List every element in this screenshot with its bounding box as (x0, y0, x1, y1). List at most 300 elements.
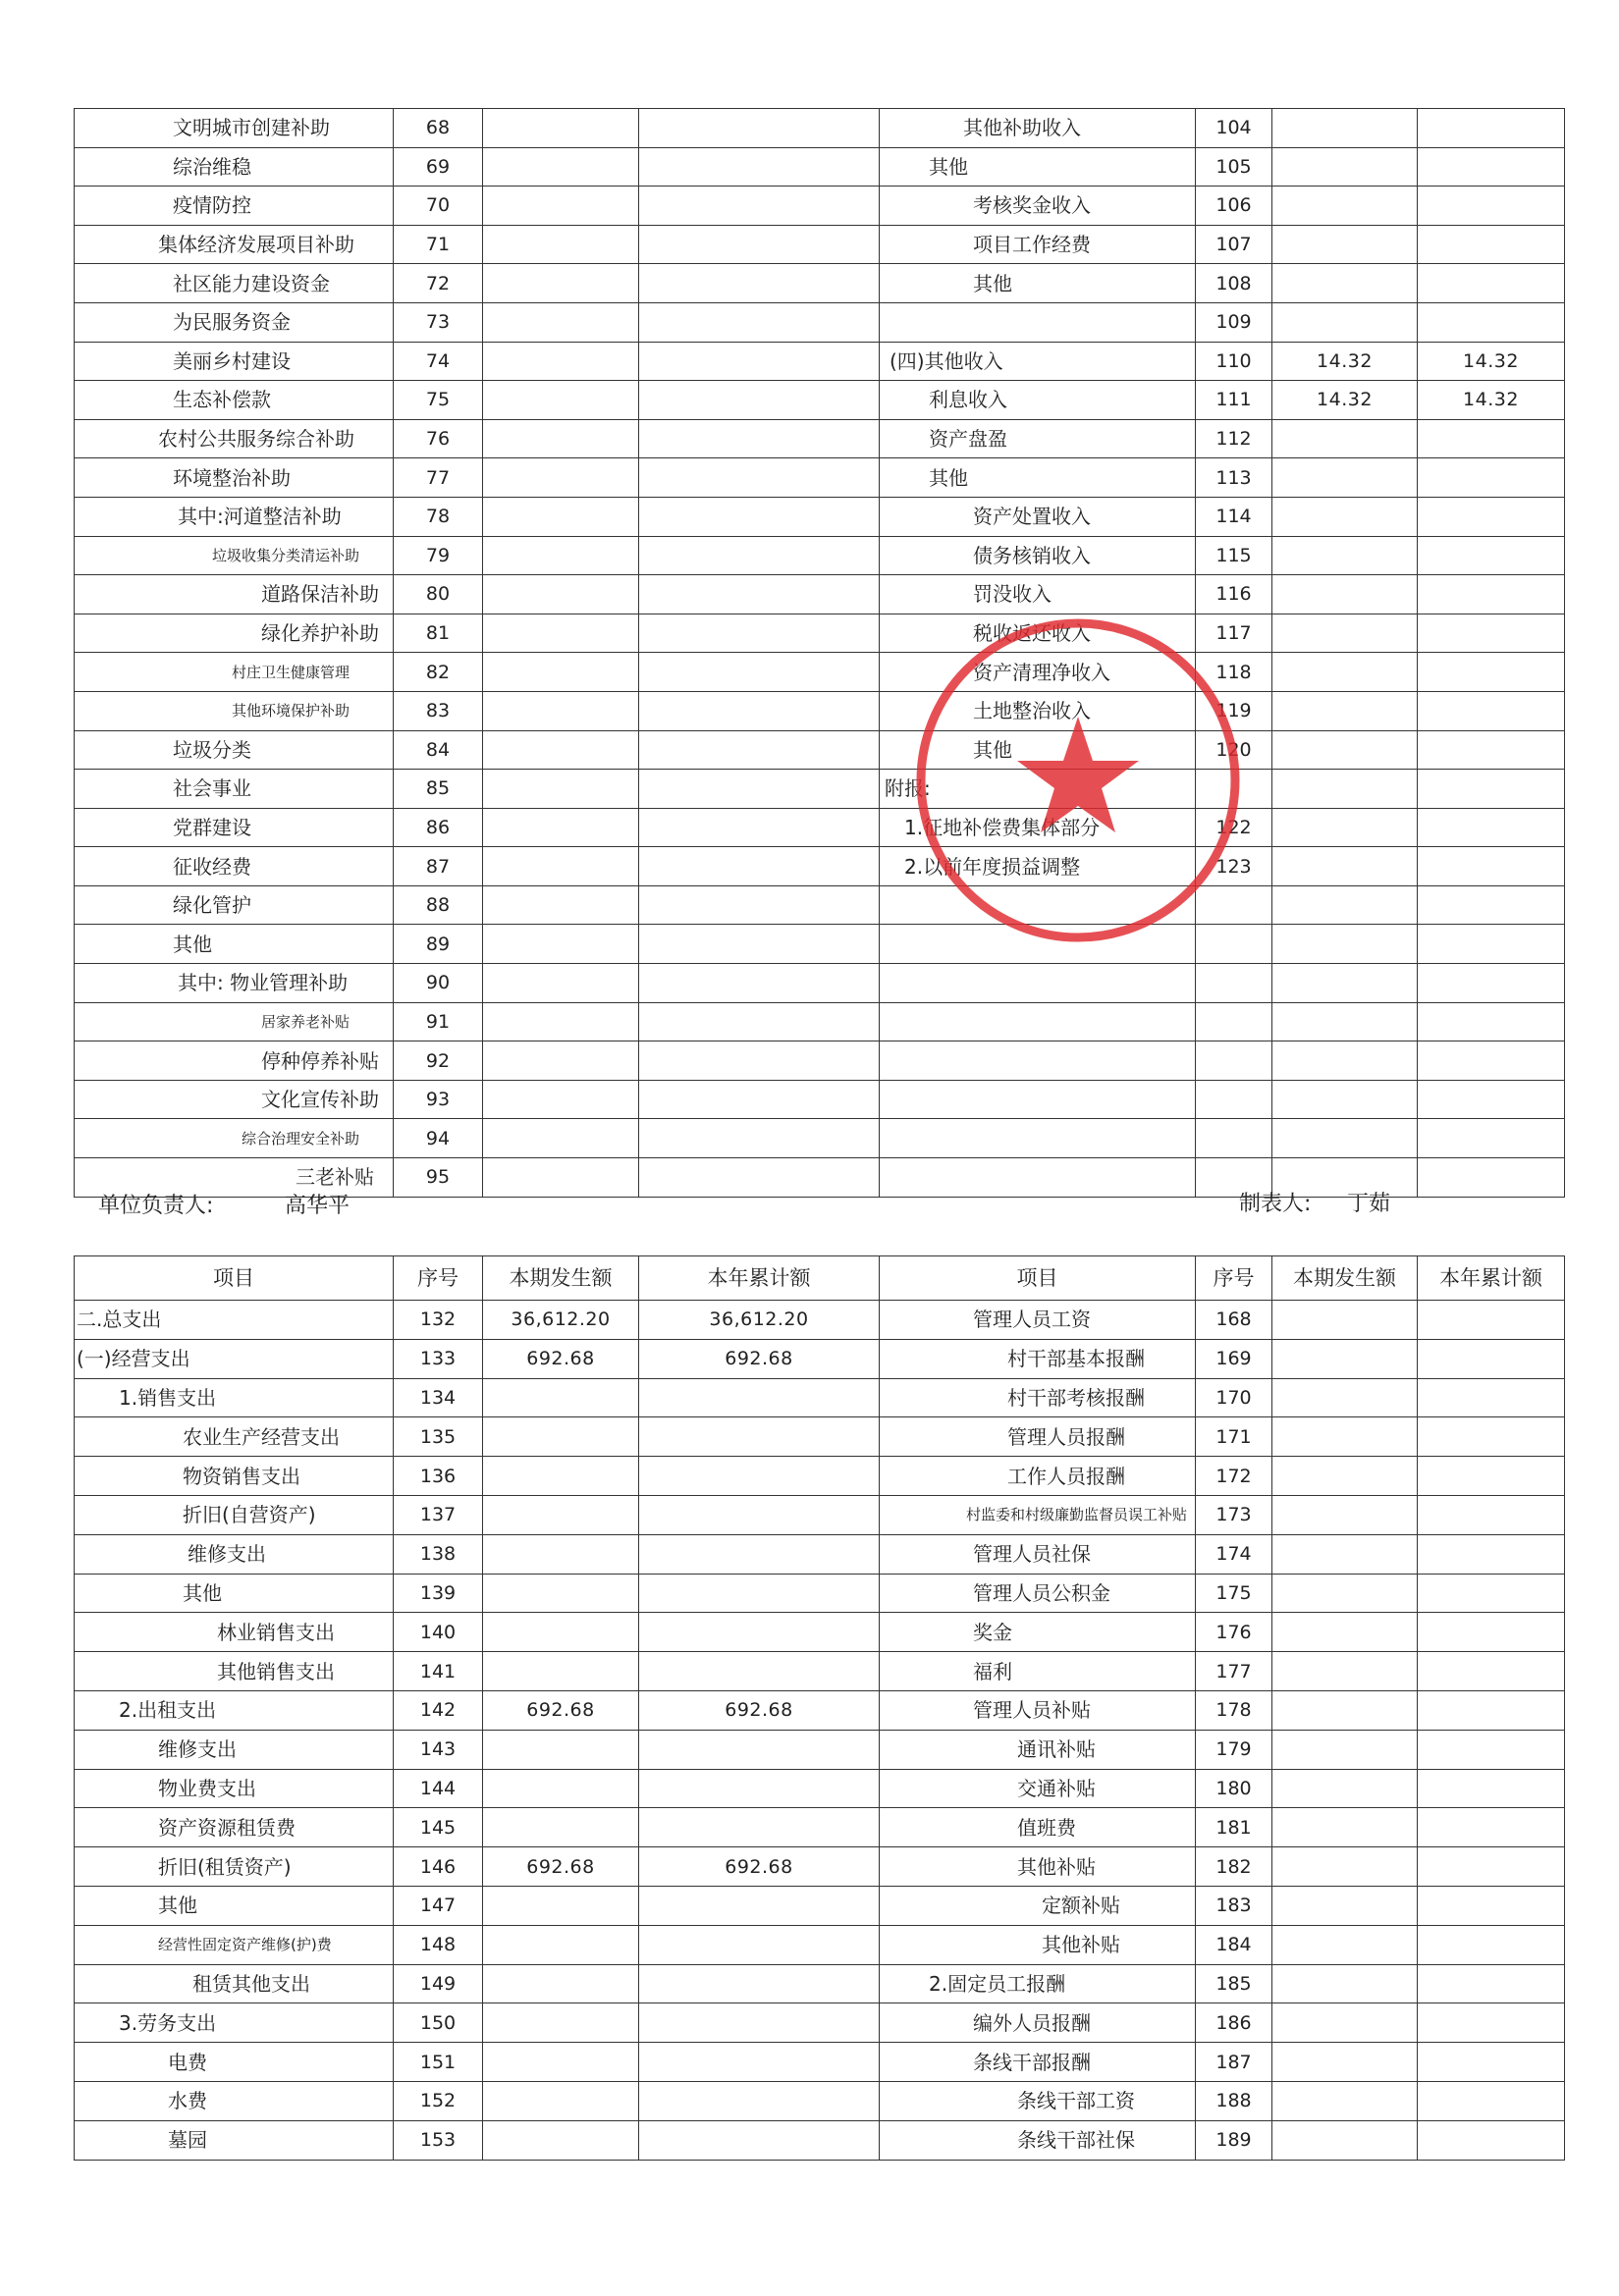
item-label: 水费 (75, 2081, 394, 2120)
table-row (75, 1613, 1565, 1652)
current-amount (1272, 575, 1418, 614)
item-label: 物业费支出 (75, 1769, 394, 1808)
current-amount (1272, 225, 1418, 264)
seq-number: 68 (394, 109, 483, 148)
table-row (75, 1041, 1565, 1081)
table-row (75, 2120, 1565, 2160)
item-label: 居家养老补贴 (75, 1002, 394, 1041)
ytd-amount (1418, 225, 1565, 264)
current-amount (1272, 770, 1418, 809)
current-amount (1272, 1041, 1418, 1081)
current-amount (483, 1925, 639, 1964)
item-label: 折旧(租赁资产) (75, 1847, 394, 1887)
table-row (75, 1339, 1565, 1378)
ytd-amount (639, 2081, 880, 2120)
table-row (75, 1574, 1565, 1613)
item-label: 考核奖金收入 (880, 187, 1196, 226)
preparer-name: 丁茹 (1347, 1192, 1391, 1216)
item-label: 管理人员社保 (880, 1534, 1196, 1574)
current-amount (483, 1769, 639, 1808)
seq-number: 123 (1196, 847, 1272, 886)
current-amount (1272, 1808, 1418, 1847)
unit-leader-label: 单位负责人: (98, 1194, 214, 1218)
ytd-amount (639, 1964, 880, 2003)
current-amount (483, 2081, 639, 2120)
ytd-amount (1418, 1534, 1565, 1574)
ytd-amount (639, 614, 880, 653)
ytd-amount (1418, 1158, 1565, 1198)
ytd-amount (639, 770, 880, 809)
item-label: 租赁其他支出 (75, 1964, 394, 2003)
current-amount (1272, 147, 1418, 187)
item-label: 环境整治补助 (75, 458, 394, 498)
table-row (75, 770, 1565, 809)
current-amount (1272, 187, 1418, 226)
table-row (75, 302, 1565, 342)
seq-number: 187 (1196, 2043, 1272, 2082)
table-row (75, 1808, 1565, 1847)
ytd-amount (639, 536, 880, 575)
current-amount (1272, 1613, 1418, 1652)
preparer-label: 制表人: (1239, 1192, 1312, 1216)
seq-number: 91 (394, 1002, 483, 1041)
item-label: 奖金 (880, 1613, 1196, 1652)
current-amount (1272, 1457, 1418, 1496)
seq-number: 78 (394, 497, 483, 536)
ytd-amount (1418, 302, 1565, 342)
ytd-amount (639, 1886, 880, 1925)
ytd-amount (639, 885, 880, 925)
current-amount (1272, 808, 1418, 847)
ytd-amount (639, 2003, 880, 2043)
column-header: 本期发生额 (483, 1256, 639, 1301)
ytd-amount (1418, 187, 1565, 226)
item-label: 其他 (75, 1574, 394, 1613)
table-row (75, 264, 1565, 303)
ytd-amount (639, 847, 880, 886)
item-label: 集体经济发展项目补助 (75, 225, 394, 264)
current-amount: 14.32 (1272, 381, 1418, 420)
table-row (75, 925, 1565, 964)
item-label: 为民服务资金 (75, 302, 394, 342)
item-label: 通讯补贴 (880, 1730, 1196, 1769)
current-amount (483, 419, 639, 458)
table-row (75, 187, 1565, 226)
table-row (75, 614, 1565, 653)
seq-number: 80 (394, 575, 483, 614)
current-amount (1272, 1495, 1418, 1534)
ytd-amount (639, 187, 880, 226)
current-amount (483, 575, 639, 614)
item-label: 其他 (880, 264, 1196, 303)
ytd-amount (1418, 691, 1565, 730)
seq-number: 108 (1196, 264, 1272, 303)
ytd-amount (639, 109, 880, 148)
current-amount: 692.68 (483, 1339, 639, 1378)
seq-number: 145 (394, 1808, 483, 1847)
item-label: 项目工作经费 (880, 225, 1196, 264)
seq-number: 120 (1196, 730, 1272, 770)
item-label: 资产清理净收入 (880, 653, 1196, 692)
current-amount (483, 264, 639, 303)
ytd-amount (639, 1730, 880, 1769)
seq-number: 151 (394, 2043, 483, 2082)
item-label (880, 964, 1196, 1003)
seq-number: 88 (394, 885, 483, 925)
item-label (880, 1158, 1196, 1198)
item-label: 罚没收入 (880, 575, 1196, 614)
seq-number: 179 (1196, 1730, 1272, 1769)
ytd-amount (639, 1158, 880, 1198)
ytd-amount: 692.68 (639, 1847, 880, 1887)
seq-number: 185 (1196, 1964, 1272, 2003)
seq-number: 89 (394, 925, 483, 964)
current-amount (1272, 536, 1418, 575)
item-label: 其他 (880, 458, 1196, 498)
current-amount (483, 1574, 639, 1613)
item-label: 林业销售支出 (75, 1613, 394, 1652)
item-label: 综合治理安全补助 (75, 1119, 394, 1158)
ytd-amount (639, 302, 880, 342)
table-row (75, 1886, 1565, 1925)
seq-number: 137 (394, 1495, 483, 1534)
item-label: 管理人员公积金 (880, 1574, 1196, 1613)
seq-number: 134 (394, 1378, 483, 1417)
seq-number: 95 (394, 1158, 483, 1198)
current-amount (483, 2003, 639, 2043)
seq-number: 90 (394, 964, 483, 1003)
seq-number: 69 (394, 147, 483, 187)
ytd-amount (1418, 808, 1565, 847)
ytd-amount (639, 1457, 880, 1496)
item-label: 二.总支出 (75, 1301, 394, 1340)
ytd-amount (639, 1417, 880, 1457)
seq-number: 75 (394, 381, 483, 420)
current-amount (483, 1534, 639, 1574)
seq-number: 71 (394, 225, 483, 264)
current-amount (1272, 419, 1418, 458)
item-label: 物资销售支出 (75, 1457, 394, 1496)
current-amount (1272, 691, 1418, 730)
table-header-row (75, 1256, 1565, 1301)
seq-number: 87 (394, 847, 483, 886)
table-row (75, 730, 1565, 770)
seq-number (1196, 1119, 1272, 1158)
current-amount (1272, 730, 1418, 770)
seq-number: 182 (1196, 1847, 1272, 1887)
current-amount (483, 1652, 639, 1691)
table-row (75, 381, 1565, 420)
current-amount (1272, 1886, 1418, 1925)
current-amount (1272, 1301, 1418, 1340)
ytd-amount: 692.68 (639, 1339, 880, 1378)
ytd-amount (639, 808, 880, 847)
ytd-amount (1418, 847, 1565, 886)
ytd-amount (1418, 1378, 1565, 1417)
table-row (75, 1534, 1565, 1574)
seq-number: 110 (1196, 342, 1272, 381)
current-amount (483, 187, 639, 226)
current-amount (1272, 1378, 1418, 1417)
seq-number: 138 (394, 1534, 483, 1574)
seq-number: 174 (1196, 1534, 1272, 1574)
current-amount (483, 614, 639, 653)
current-amount (483, 691, 639, 730)
item-label: 管理人员报酬 (880, 1417, 1196, 1457)
ytd-amount (1418, 1339, 1565, 1378)
table-row (75, 458, 1565, 498)
table-row (75, 1769, 1565, 1808)
ytd-amount (639, 1041, 880, 1081)
ytd-amount (1418, 1690, 1565, 1730)
item-label: 其他 (75, 1886, 394, 1925)
ytd-amount (639, 1495, 880, 1534)
table-row (75, 1378, 1565, 1417)
current-amount: 14.32 (1272, 342, 1418, 381)
ytd-amount: 692.68 (639, 1690, 880, 1730)
current-amount (1272, 847, 1418, 886)
item-label: (一)经营支出 (75, 1339, 394, 1378)
ytd-amount (1418, 1080, 1565, 1119)
item-label (880, 1080, 1196, 1119)
ytd-amount (1418, 1964, 1565, 2003)
table-row (75, 536, 1565, 575)
table-row (75, 225, 1565, 264)
ytd-amount (1418, 2081, 1565, 2120)
item-label: 工作人员报酬 (880, 1457, 1196, 1496)
seq-number: 146 (394, 1847, 483, 1887)
item-label: 经营性固定资产维修(护)费 (75, 1925, 394, 1964)
current-amount (1272, 1690, 1418, 1730)
current-amount (483, 730, 639, 770)
item-label: 垃圾收集分类清运补助 (75, 536, 394, 575)
item-label: 税收返还收入 (880, 614, 1196, 653)
ytd-amount (1418, 614, 1565, 653)
item-label: 管理人员补贴 (880, 1690, 1196, 1730)
item-label: 其他 (75, 925, 394, 964)
table-row (75, 1495, 1565, 1534)
ytd-amount (639, 1378, 880, 1417)
column-header: 本年累计额 (1418, 1256, 1565, 1301)
item-label: 其他补助收入 (880, 109, 1196, 148)
ytd-amount (639, 342, 880, 381)
item-label: 墓园 (75, 2120, 394, 2160)
ytd-amount (639, 653, 880, 692)
item-label: 电费 (75, 2043, 394, 2082)
current-amount: 36,612.20 (483, 1301, 639, 1340)
current-amount (1272, 1574, 1418, 1613)
ytd-amount (639, 1534, 880, 1574)
column-header: 项目 (75, 1256, 394, 1301)
item-label (880, 302, 1196, 342)
item-label: 其他 (880, 147, 1196, 187)
table-row (75, 1690, 1565, 1730)
seq-number: 184 (1196, 1925, 1272, 1964)
ytd-amount (1418, 730, 1565, 770)
ytd-amount (639, 730, 880, 770)
ytd-amount (639, 691, 880, 730)
table-row (75, 885, 1565, 925)
ytd-amount (1418, 1495, 1565, 1534)
item-label: 资产资源租赁费 (75, 1808, 394, 1847)
item-label: 疫情防控 (75, 187, 394, 226)
ytd-amount (1418, 1613, 1565, 1652)
ytd-amount (1418, 770, 1565, 809)
item-label: 社会事业 (75, 770, 394, 809)
table-row (75, 2003, 1565, 2043)
table-row (75, 1002, 1565, 1041)
current-amount (483, 1378, 639, 1417)
current-amount (1272, 1339, 1418, 1378)
item-label (880, 1119, 1196, 1158)
item-label: 道路保洁补助 (75, 575, 394, 614)
item-label: 管理人员工资 (880, 1301, 1196, 1340)
current-amount (483, 458, 639, 498)
official-seal (911, 614, 1245, 947)
seq-number: 169 (1196, 1339, 1272, 1378)
ytd-amount (639, 1119, 880, 1158)
seq-number: 180 (1196, 1769, 1272, 1808)
current-amount (483, 302, 639, 342)
seq-number: 170 (1196, 1378, 1272, 1417)
item-label: 其他补贴 (880, 1847, 1196, 1887)
seq-number: 122 (1196, 808, 1272, 847)
current-amount (483, 109, 639, 148)
item-label: 交通补贴 (880, 1769, 1196, 1808)
ytd-amount (1418, 1457, 1565, 1496)
ytd-amount (639, 1652, 880, 1691)
ytd-amount (639, 964, 880, 1003)
item-label: 其他 (880, 730, 1196, 770)
seq-number: 171 (1196, 1417, 1272, 1457)
item-label: 征收经费 (75, 847, 394, 886)
ytd-amount (639, 147, 880, 187)
table-row (75, 1925, 1565, 1964)
item-label: 条线干部报酬 (880, 2043, 1196, 2082)
ytd-amount (1418, 536, 1565, 575)
current-amount (1272, 964, 1418, 1003)
seq-number: 136 (394, 1457, 483, 1496)
column-header: 序号 (394, 1256, 483, 1301)
seq-number: 84 (394, 730, 483, 770)
seq-number: 115 (1196, 536, 1272, 575)
current-amount: 692.68 (483, 1690, 639, 1730)
current-amount (483, 2043, 639, 2082)
ytd-amount: 36,612.20 (639, 1301, 880, 1340)
seq-number: 172 (1196, 1457, 1272, 1496)
ytd-amount (639, 1925, 880, 1964)
current-amount (1272, 2043, 1418, 2082)
item-label: 2.固定员工报酬 (880, 1964, 1196, 2003)
item-label: 利息收入 (880, 381, 1196, 420)
seq-number: 111 (1196, 381, 1272, 420)
ytd-amount (1418, 1417, 1565, 1457)
ytd-amount (639, 458, 880, 498)
table-row (75, 808, 1565, 847)
seq-number: 77 (394, 458, 483, 498)
item-label: 社区能力建设资金 (75, 264, 394, 303)
star-icon (1017, 717, 1139, 832)
ytd-amount (639, 2043, 880, 2082)
seq-number: 85 (394, 770, 483, 809)
current-amount (483, 1002, 639, 1041)
item-label: 2.出租支出 (75, 1690, 394, 1730)
seq-number: 86 (394, 808, 483, 847)
ytd-amount (639, 575, 880, 614)
current-amount (1272, 109, 1418, 148)
ytd-amount (1418, 575, 1565, 614)
ytd-amount (1418, 1301, 1565, 1340)
item-label: 资产盘盈 (880, 419, 1196, 458)
seq-number: 104 (1196, 109, 1272, 148)
current-amount (1272, 1769, 1418, 1808)
item-label: 资产处置收入 (880, 497, 1196, 536)
current-amount (483, 1417, 639, 1457)
item-label: 村干部基本报酬 (880, 1339, 1196, 1378)
table-row (75, 1730, 1565, 1769)
ytd-amount (1418, 653, 1565, 692)
seq-number: 189 (1196, 2120, 1272, 2160)
ytd-amount (1418, 1886, 1565, 1925)
table-row (75, 1964, 1565, 2003)
table-row (75, 1652, 1565, 1691)
current-amount (1272, 2081, 1418, 2120)
item-label: 其他销售支出 (75, 1652, 394, 1691)
table-row (75, 653, 1565, 692)
seq-number: 132 (394, 1301, 483, 1340)
current-amount (1272, 614, 1418, 653)
ytd-amount (639, 1613, 880, 1652)
seq-number: 183 (1196, 1886, 1272, 1925)
unit-leader-name: 高华平 (285, 1194, 351, 1218)
seq-number: 150 (394, 2003, 483, 2043)
seq-number: 148 (394, 1925, 483, 1964)
current-amount (483, 1119, 639, 1158)
table-row (75, 497, 1565, 536)
current-amount (483, 1041, 639, 1081)
current-amount (483, 225, 639, 264)
ytd-amount (639, 2120, 880, 2160)
table-row (75, 419, 1565, 458)
ytd-amount (1418, 264, 1565, 303)
item-label: 值班费 (880, 1808, 1196, 1847)
ytd-amount (639, 1080, 880, 1119)
current-amount (1272, 497, 1418, 536)
item-label: 党群建设 (75, 808, 394, 847)
column-header: 序号 (1196, 1256, 1272, 1301)
seq-number: 74 (394, 342, 483, 381)
item-label: 村监委和村级廉勤监督员误工补贴 (880, 1495, 1196, 1534)
seq-number: 141 (394, 1652, 483, 1691)
table-row (75, 147, 1565, 187)
column-header: 本期发生额 (1272, 1256, 1418, 1301)
table-row (75, 1457, 1565, 1496)
table-row (75, 2081, 1565, 2120)
current-amount (1272, 1417, 1418, 1457)
current-amount (483, 147, 639, 187)
ytd-amount (1418, 885, 1565, 925)
ytd-amount (1418, 1119, 1565, 1158)
ytd-amount (1418, 497, 1565, 536)
current-amount (483, 653, 639, 692)
current-amount (1272, 264, 1418, 303)
item-label: 综治维稳 (75, 147, 394, 187)
seq-number: 81 (394, 614, 483, 653)
ytd-amount (639, 1808, 880, 1847)
current-amount (483, 497, 639, 536)
ytd-amount (1418, 1652, 1565, 1691)
seq-number: 176 (1196, 1613, 1272, 1652)
